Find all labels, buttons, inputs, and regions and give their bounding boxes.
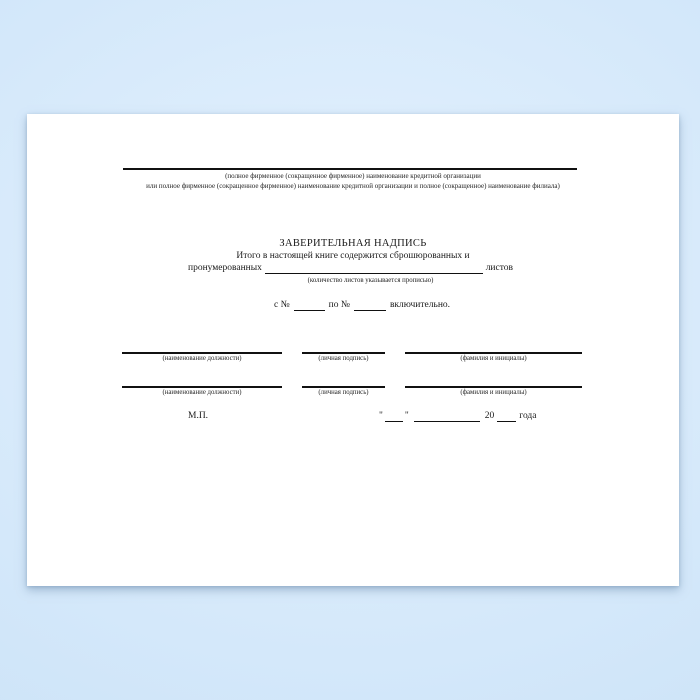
signature-column [302,377,385,397]
signature-line [302,377,385,388]
close-quote: " [404,411,409,421]
signature-column [302,343,385,363]
signature-row [27,377,679,399]
sheet-count-caption: (количество листов указывается прописью) [307,277,434,284]
range-suffix: включительно. [389,300,451,310]
name-column [405,377,582,397]
signature-label: (личная подпись) [318,389,369,396]
sheet-count-line [265,263,483,274]
number-range-row [274,300,450,311]
open-quote: " [379,411,383,421]
numbered-suffix: листов [485,263,513,273]
intro-line: Итого в настоящей книге содержится сброшюрованных и [236,251,470,261]
date-group [379,411,536,422]
org-caption-line-2: или полное фирменное (сокращенное фирменное) наименование кредитной организации и полное (сокращенное) наименование филиала) [146,182,560,190]
document-page [27,114,679,586]
name-label: (фамилия и инициалы) [460,355,527,362]
name-column [405,343,582,363]
numbered-sheets-row [188,263,513,274]
year-prefix: 20 [484,411,495,421]
name-label: (фамилия и инициалы) [460,389,527,396]
name-line [405,377,582,388]
org-caption-line-1: (полное фирменное (сокращенное фирменное) наименование кредитной организации [225,172,481,180]
from-number-line [294,300,325,311]
position-label: (наименование должности) [162,355,242,362]
name-line [405,343,582,354]
position-line [122,377,282,388]
position-line [122,343,282,354]
page-title: ЗАВЕРИТЕЛЬНАЯ НАДПИСЬ [279,238,427,249]
position-column [122,377,282,397]
signature-row [27,343,679,365]
month-line [414,411,480,422]
to-number-line [354,300,386,311]
stamp-label: М.П. [188,411,209,421]
position-label: (наименование должности) [162,389,242,396]
signature-line [302,343,385,354]
position-column [122,343,282,363]
day-line [385,411,403,422]
range-from-label: с № [274,300,290,310]
year-line [497,411,516,422]
range-to-label: по № [328,300,350,310]
year-suffix: года [519,411,537,421]
numbered-prefix: пронумерованных [188,263,262,273]
org-name-line [123,168,577,170]
signature-label: (личная подпись) [318,355,369,362]
